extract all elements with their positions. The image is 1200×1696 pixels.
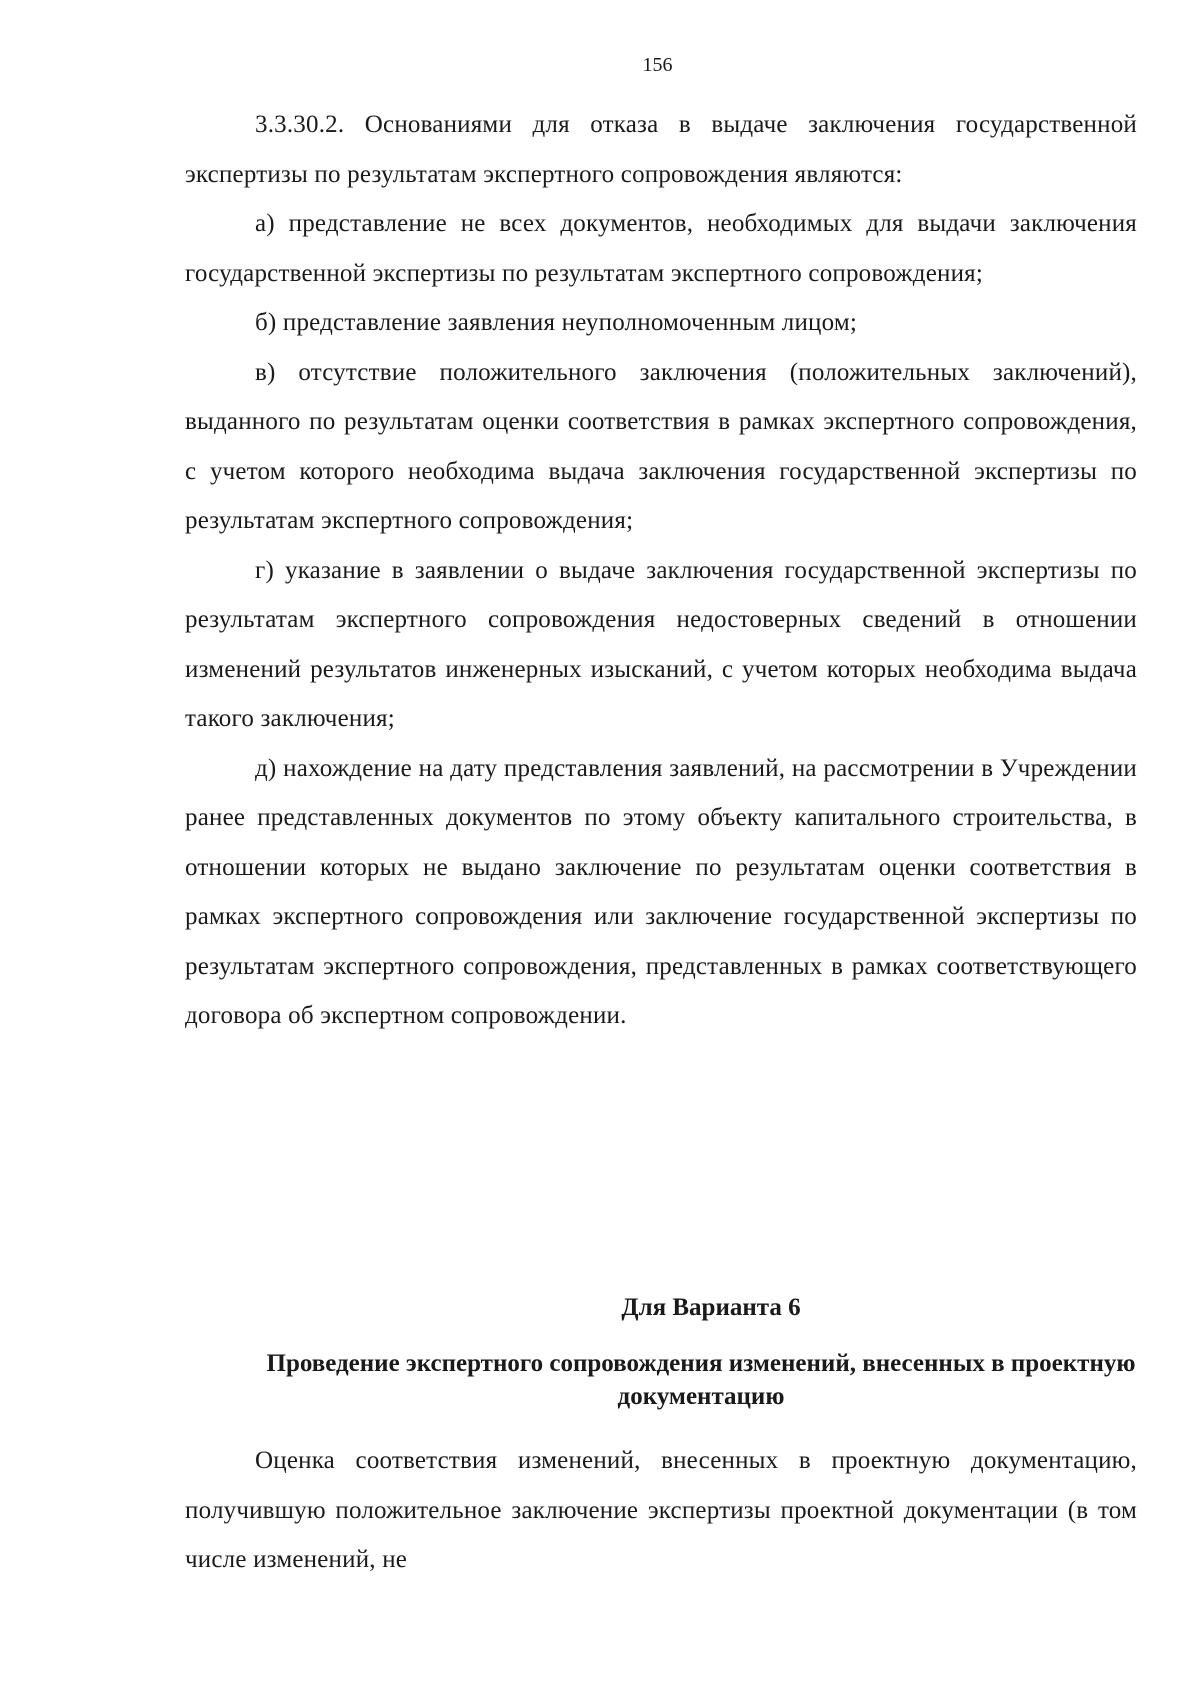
section-title: Проведение экспертного сопровождения изменений, внесенных в проектную документацию bbox=[266, 1350, 1136, 1410]
paragraph-item-g: г) указание в заявлении о выдаче заключения государственной экспертизы по результатам экспертного сопровождения недостоверных сведений в отношении изменений результатов инженерных изысканий, с учетом которых необходима выдача такого заключения; bbox=[185, 556, 1137, 732]
section-text bbox=[185, 1436, 1137, 1585]
main-text bbox=[185, 100, 1137, 1041]
paragraph-section-intro: Оценка соответствия изменений, внесенных в проектную документацию, получившую положительное заключение экспертизы проектной документации (в том числе изменений, не bbox=[185, 1447, 1137, 1573]
page-number: 156 bbox=[642, 54, 673, 76]
paragraph-refusal-grounds: 3.3.30.2. Основаниями для отказа в выдаче заключения государственной экспертизы по результатам экспертного сопровождения являются: bbox=[185, 111, 1137, 188]
paragraph-item-d: д) нахождение на дату представления заявлений, на рассмотрении в Учреждении ранее представленных документов по этому объекту капитального строительства, в отношении которых не выдано заключение по результатам оценки соответствия в рамках экспертного сопровождения или заключение государственной экспертизы по результатам экспертного сопровождения, представленных в рамках соответствующего договора об экспертном сопровождении. bbox=[185, 754, 1137, 1029]
section-variant-heading: Для Варианта 6 bbox=[621, 1294, 801, 1321]
paragraph-item-b: б) представление заявления неуполномоченным лицом; bbox=[255, 309, 858, 336]
paragraph-item-v: в) отсутствие положительного заключения (положительных заключений), выданного по результатам оценки соответствия в рамках экспертного сопровождения, с учетом которого необходима выдача заключения государственной экспертизы по результатам экспертного сопровождения; bbox=[185, 358, 1137, 534]
paragraph-item-a: а) представление не всех документов, необходимых для выдачи заключения государственной экспертизы по результатам экспертного сопровождения; bbox=[185, 210, 1137, 287]
